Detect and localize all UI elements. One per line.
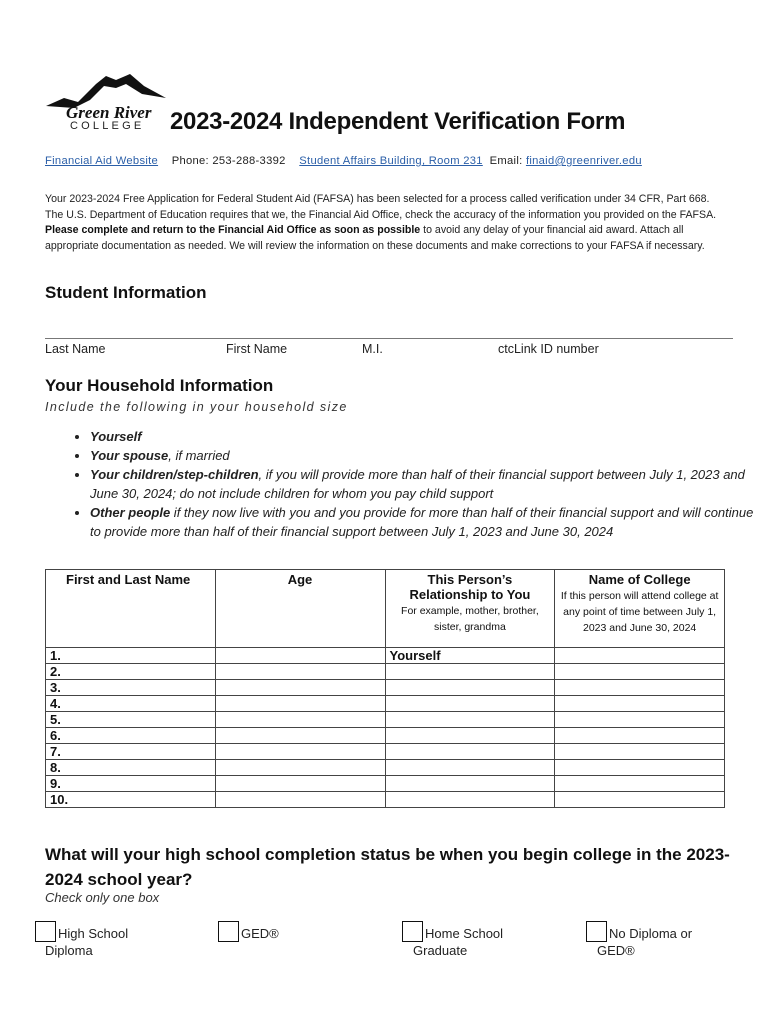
col-header-relationship (385, 570, 555, 648)
relationship-title: This Person’s Relationship to You (409, 572, 531, 602)
col-header-name: First and Last Name (46, 570, 216, 648)
college-cell[interactable] (555, 648, 725, 664)
item-text: if they now live with you and you provide for more than half of their financial support and will continue to provide more than half of their financial support between July 1, 2023 and June 30, 2024 (90, 505, 754, 539)
contact-line (45, 155, 735, 167)
name-cell[interactable] (46, 680, 216, 696)
household-include-list (48, 427, 762, 541)
relationship-cell[interactable] (385, 696, 555, 712)
table-row (46, 728, 725, 744)
option-label-line2: Graduate (413, 943, 468, 958)
relationship-cell[interactable] (385, 792, 555, 808)
option-ged (218, 921, 279, 942)
item-text: , if married (168, 448, 230, 463)
college-cell[interactable] (555, 728, 725, 744)
row-number: 5. (50, 712, 61, 727)
row-number: 4. (50, 696, 61, 711)
relationship-cell[interactable]: Yourself (385, 648, 555, 664)
item-bold: Your children/step-children (90, 467, 259, 482)
option-label: GED® (241, 926, 279, 941)
high-school-diploma-checkbox[interactable] (35, 921, 56, 942)
college-cell[interactable] (555, 680, 725, 696)
table-row (46, 712, 725, 728)
row-number: 7. (50, 744, 61, 759)
name-cell[interactable] (46, 760, 216, 776)
row-number: 8. (50, 760, 61, 775)
college-cell[interactable] (555, 712, 725, 728)
relationship-cell[interactable] (385, 680, 555, 696)
option-label: Home School (425, 926, 504, 941)
table-row (46, 680, 725, 696)
table-row (46, 664, 725, 680)
list-item (90, 427, 762, 446)
building-link[interactable]: Student Affairs Building, Room 231 (299, 155, 483, 167)
college-cell[interactable] (555, 760, 725, 776)
hs-status-heading: What will your high school completion status be when you begin college in the 2023-2024 school year? (45, 845, 730, 889)
student-info-line[interactable] (45, 338, 733, 339)
table-row (46, 744, 725, 760)
option-label: No Diploma or (609, 926, 693, 941)
college-title: Name of College (588, 572, 691, 587)
college-cell[interactable] (555, 696, 725, 712)
option-home-school (402, 921, 503, 959)
relationship-cell[interactable] (385, 664, 555, 680)
home-school-checkbox[interactable] (402, 921, 423, 942)
relationship-cell[interactable] (385, 728, 555, 744)
age-cell[interactable] (215, 776, 385, 792)
name-cell[interactable] (46, 776, 216, 792)
option-label: High School (58, 926, 129, 941)
college-cell[interactable] (555, 792, 725, 808)
relationship-cell[interactable] (385, 760, 555, 776)
page-title: 2023-2024 Independent Verification Form (170, 108, 626, 135)
relationship-cell[interactable] (385, 712, 555, 728)
age-cell[interactable] (215, 728, 385, 744)
age-cell[interactable] (215, 792, 385, 808)
college-note: If this person will attend college at any point of time between July 1, 2023 and June 30, 2024 (560, 590, 719, 634)
item-bold: Your spouse (90, 448, 169, 463)
name-cell[interactable] (46, 648, 216, 664)
table-row (46, 760, 725, 776)
college-cell[interactable] (555, 664, 725, 680)
list-item (90, 465, 762, 503)
row-number: 3. (50, 680, 61, 695)
option-label-line2: Diploma (45, 943, 93, 958)
list-item (90, 503, 762, 541)
intro-paragraph (45, 192, 730, 254)
college-cell[interactable] (555, 744, 725, 760)
name-cell[interactable] (46, 664, 216, 680)
name-cell[interactable] (46, 792, 216, 808)
age-cell[interactable] (215, 664, 385, 680)
name-cell[interactable] (46, 728, 216, 744)
age-cell[interactable] (215, 648, 385, 664)
col-header-college (555, 570, 725, 648)
email-link[interactable]: finaid@greenriver.edu (525, 155, 642, 167)
table-row (46, 792, 725, 808)
name-cell[interactable] (46, 696, 216, 712)
ctclink-id-label: ctcLink ID number (498, 342, 599, 356)
relationship-cell[interactable] (385, 744, 555, 760)
first-name-label: First Name (226, 342, 288, 356)
college-wordmark: COLLEGE (70, 120, 145, 132)
check-one-note: Check only one box (45, 890, 160, 905)
household-info-heading: Your Household Information (45, 376, 274, 395)
age-cell[interactable] (215, 712, 385, 728)
item-bold: Yourself (90, 429, 142, 444)
no-diploma-checkbox[interactable] (586, 921, 607, 942)
option-no-diploma (586, 921, 692, 959)
last-name-label: Last Name (45, 342, 106, 356)
option-high-school-diploma (35, 921, 128, 959)
age-cell[interactable] (215, 680, 385, 696)
college-cell[interactable] (555, 776, 725, 792)
relationship-cell[interactable] (385, 776, 555, 792)
item-text: , if you will provide more than half of their financial support between July 1, 2023 and June 30, 2024; do not include children for whom you pay child support (90, 467, 745, 501)
table-row (46, 696, 725, 712)
age-cell[interactable] (215, 760, 385, 776)
name-cell[interactable] (46, 712, 216, 728)
household-table (45, 569, 725, 808)
household-subheading: Include the following in your household size (45, 400, 348, 414)
age-cell[interactable] (215, 696, 385, 712)
email-label: Email: (489, 155, 523, 167)
table-header-row (46, 570, 725, 648)
logo-wordmark: Green River (66, 103, 152, 122)
row-number: 10. (50, 792, 69, 807)
row-number: 9. (50, 776, 61, 791)
table-row (46, 776, 725, 792)
middle-initial-label: M.I. (362, 342, 383, 356)
relationship-note: For example, mother, brother, sister, grandma (401, 605, 539, 633)
list-item (90, 446, 762, 465)
age-cell[interactable] (215, 744, 385, 760)
name-cell[interactable] (46, 744, 216, 760)
option-label-line2: GED® (597, 943, 635, 958)
intro-text-2: to avoid any delay of your financial aid award. Attach all appropriate documentation as needed. We will review the information on these documents and make corrections to your FAFSA if necessary. (45, 224, 705, 252)
table-row (46, 648, 725, 664)
row-number: 2. (50, 664, 61, 679)
ged-checkbox[interactable] (218, 921, 239, 942)
financial-aid-website-link[interactable]: Financial Aid Website (45, 155, 159, 167)
phone-number: Phone: 253-288-3392 (171, 155, 286, 167)
intro-text-1: Your 2023-2024 Free Application for Federal Student Aid (FAFSA) has been selected for a process called verification under 34 CFR, Part 668. The U.S. Department of Education requires that we, the Financial Aid Office, check the accuracy of the information you provided on the FAFSA. (45, 193, 717, 221)
intro-bold-instruction: Please complete and return to the Financial Aid Office as soon as possible (45, 224, 421, 237)
student-info-heading: Student Information (45, 283, 207, 302)
col-header-age: Age (215, 570, 385, 648)
item-bold: Other people (90, 505, 171, 520)
row-number: 1. (50, 648, 61, 663)
row-number: 6. (50, 728, 61, 743)
